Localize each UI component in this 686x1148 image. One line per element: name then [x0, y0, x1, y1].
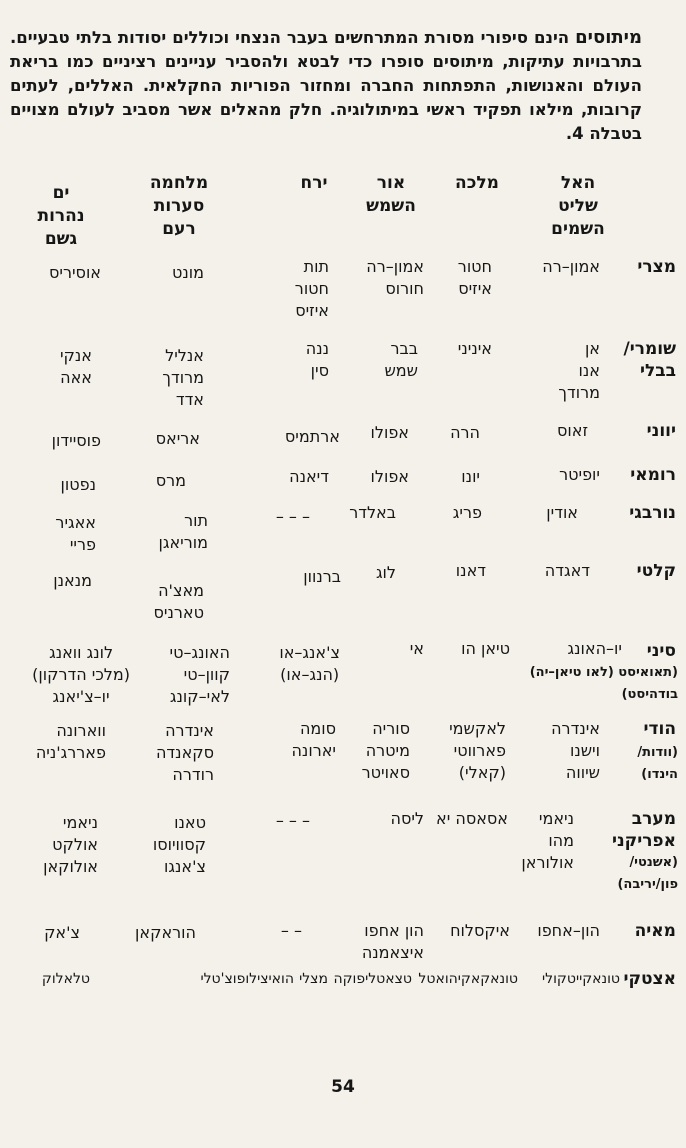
row-culture-note: (אשנטי/ פון/יריבה)	[617, 855, 678, 892]
row-culture-name: אצטקי	[623, 969, 676, 989]
cell-queen: טונאקאקיהואטל	[418, 971, 518, 987]
cell-sky: אמון–רה	[542, 257, 600, 276]
intro-lead-word: מיתוסים	[575, 27, 642, 48]
cell-war: מונט	[171, 263, 204, 282]
cell-sky: אינדרה וישנו שיווה	[551, 719, 600, 782]
row-culture-note: (וודות/ הינדו)	[637, 745, 678, 782]
intro-paragraph	[10, 26, 642, 146]
cell-sun: אפולו	[370, 423, 409, 442]
cell-sea: מנאנן	[53, 571, 92, 590]
row-culture-name: שומרי/ בבלי	[623, 339, 676, 381]
cell-sun: אי	[409, 639, 424, 658]
header-sky-god: האל שליט השמים	[551, 173, 605, 239]
cell-sea: אנקי אאה	[59, 346, 92, 387]
cell-moon: תות חטור איזיס	[294, 257, 329, 320]
cell-queen: אסאסה יא	[436, 809, 508, 828]
header-queen: מלכה	[455, 173, 499, 193]
cell-war: האונג–טי קוון–טי לאי–קונג	[169, 643, 230, 706]
cell-sky: ניאמי מהו אולוראן	[521, 809, 574, 872]
cell-queen: פריג	[452, 503, 482, 522]
intro-text: הינם סיפורי מסורת המתרחשים בעבר הנצחי וכוללים יסודות בלתי טבעיים. בתרבויות עתיקות, מיתוסים סופרו כדי לבטא ולהסביר עניינים רציניים כמו בריאת העולם והאנושות, התפתחות החברה ומחזור הפוריות החקלאית. האללים, לעתים קרובות, מילאו תפקיד ראשי במיתולוגיה. חלק מהאלים אשר מסביב לעולם מצויים בטבלה 4.	[10, 28, 642, 143]
cell-sky: זאוס	[557, 421, 588, 440]
header-war: מלחמה סערות רעם	[149, 173, 209, 239]
row-culture-name: סיני	[646, 641, 676, 661]
cell-moon: – – –	[275, 811, 310, 830]
cell-sea: פוסיידון	[51, 431, 101, 450]
row-culture-note: (תאואיסט (לאו טיאן–יה) בודהיסט)	[529, 665, 678, 702]
cell-queen: הרה	[450, 423, 480, 442]
cell-moon: ננה סין	[305, 339, 329, 380]
cell-war: הוראקאן	[135, 923, 196, 942]
cell-sky: טונאקייטקולי	[542, 971, 620, 987]
cell-war: מרס	[155, 471, 186, 490]
cell-queen: דאנו	[455, 561, 486, 580]
cell-sea: ווארונה פאררג'ניה	[35, 721, 106, 762]
header-sea: ים נהרות גשם	[37, 183, 85, 249]
cell-sea: אוסיריס	[48, 263, 101, 282]
cell-sky: יופיטר	[559, 465, 600, 484]
cell-moon: צ'אנג–או (הנג–או)	[279, 643, 340, 684]
cell-war: טאנו קסוויוסו צ'אנגו	[152, 813, 206, 876]
cell-sun: לוג	[375, 563, 396, 582]
cell-moon: ברנוון	[303, 567, 341, 586]
row-culture-name: נורבגי	[629, 503, 676, 523]
header-sun: אור השמש	[366, 173, 416, 216]
cell-moon: דיאנה	[289, 467, 329, 486]
row-culture-name: מערב אפריקני	[611, 809, 676, 851]
cell-sky: דאגדה	[544, 561, 590, 580]
cell-sun: בבר שמש	[384, 339, 418, 380]
cell-queen: לאקשמי פארווטי (קאלי)	[449, 719, 506, 782]
cell-war: אינדרה סקאנדה רודרה	[155, 721, 214, 784]
cell-sun: אמון–רה חורוס	[366, 257, 424, 298]
cell-sun: הון אחפו איצאמנה	[361, 921, 424, 962]
row-culture-name: קלטי	[636, 561, 676, 581]
cell-sun: אפולו	[370, 467, 409, 486]
cell-sea: ניאמי אולקט אולוקאן	[43, 813, 98, 876]
cell-sky: הון–אחפו	[537, 921, 600, 940]
row-culture-name: מצרי	[637, 257, 676, 277]
cell-queen: חטור איזיס	[457, 257, 492, 298]
cell-sky: אן אנו מרודך	[558, 339, 600, 402]
row-culture-name: רומאי	[630, 465, 676, 485]
row-culture-name: הודי	[643, 719, 676, 739]
cell-sun: סוריה מיטרה סאויטר	[361, 719, 410, 782]
cell-sea: לונג וואנג (מלכי הדרקון) יו–צ'יאנג	[32, 643, 130, 706]
cell-queen: טיאן הו	[461, 639, 510, 658]
cell-moon: – – –	[275, 507, 310, 526]
row-culture-name: מאיה	[634, 921, 676, 941]
cell-war: אריאס	[155, 429, 200, 448]
cell-sky: אודין	[546, 503, 578, 522]
cell-sun: באלדר	[349, 503, 396, 522]
page-number: 54	[331, 1077, 355, 1097]
cell-war: הואיצילופוצ'טלי	[200, 971, 294, 987]
cell-war: מאצ'ה טארניס	[153, 581, 204, 622]
cell-sea: נפטון	[60, 475, 96, 494]
cell-moon: ארתמיס	[284, 427, 340, 446]
cell-sun: ליסה	[390, 809, 424, 828]
cell-queen: איניני	[457, 339, 492, 358]
cell-moon: – –	[280, 921, 302, 940]
cell-moon: מצלי	[299, 971, 328, 987]
cell-moon: סומה יארונה	[291, 719, 336, 760]
cell-sea: טלאלוק	[41, 971, 90, 987]
cell-sun: טצאטליפוקה	[333, 971, 412, 987]
cell-queen: יונו	[461, 467, 480, 486]
cell-sky: יו–האונג	[567, 639, 622, 658]
cell-queen: איקסלוח	[450, 921, 510, 940]
cell-war: תור מוריאגן	[158, 511, 208, 552]
row-culture-name: יווני	[646, 421, 676, 441]
cell-war: אנליל מרודך אדד	[162, 346, 204, 409]
cell-sea: צ'אק	[44, 923, 80, 942]
cell-sea: אאגיר פריי	[55, 513, 96, 554]
header-moon: ירח	[300, 173, 328, 193]
